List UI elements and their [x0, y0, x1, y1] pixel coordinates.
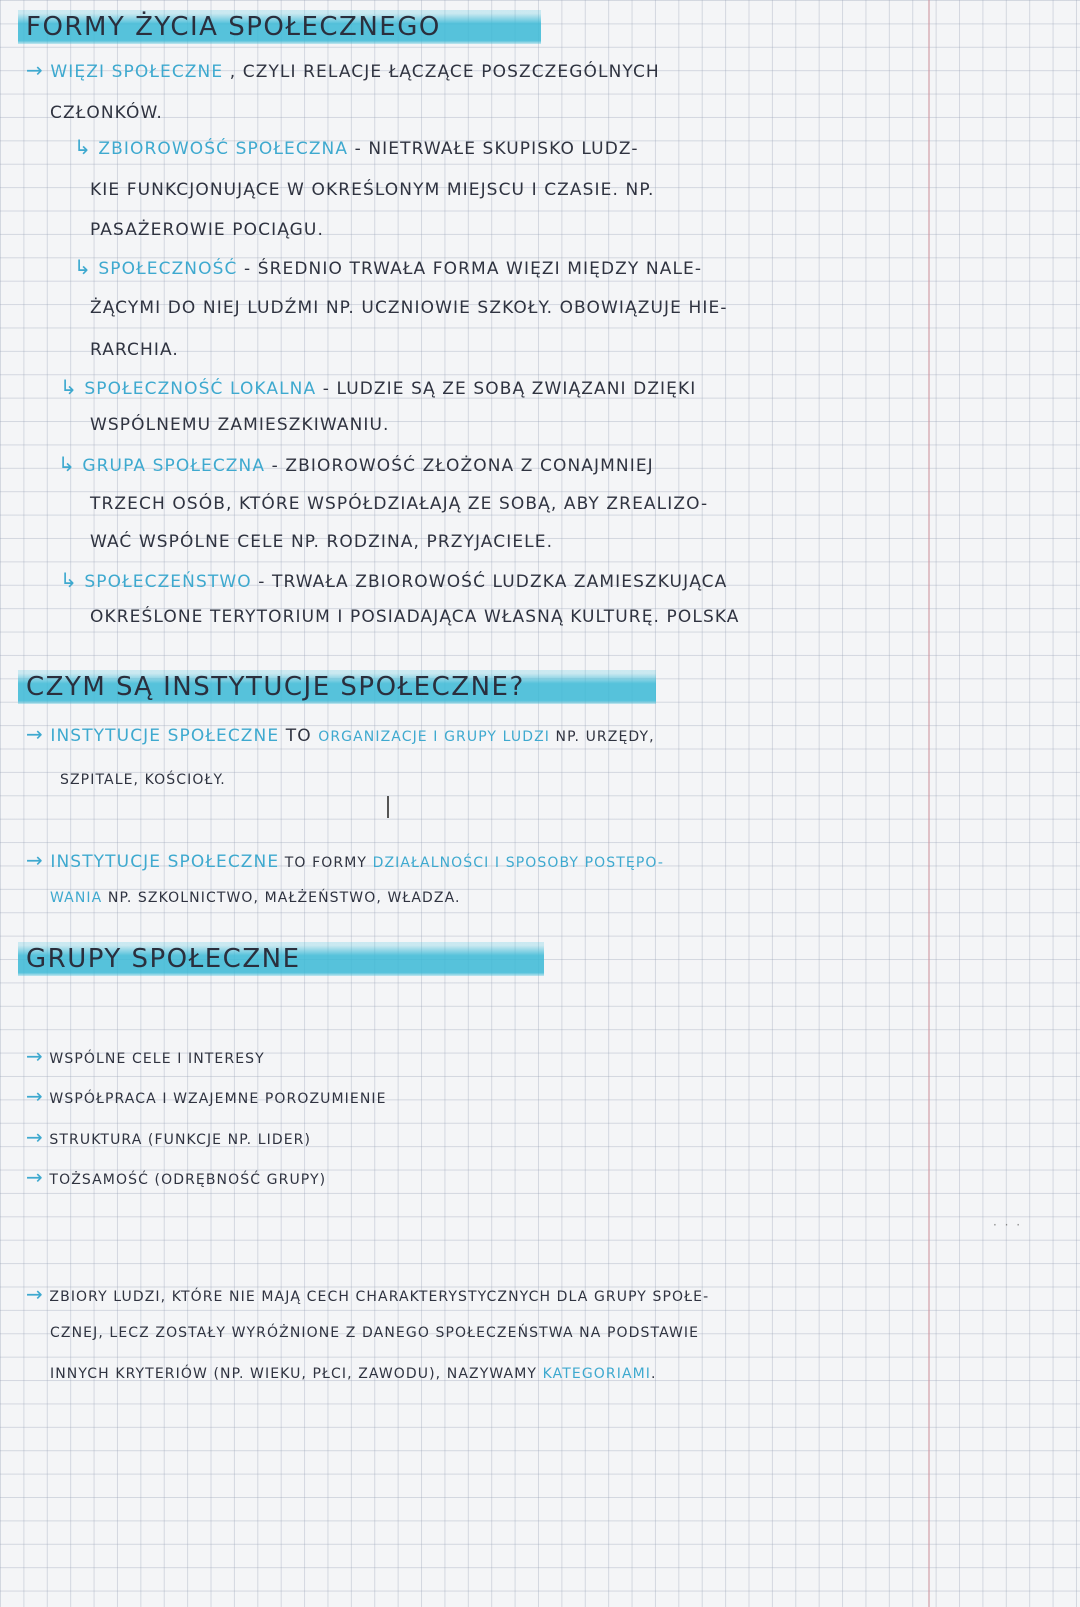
arrow-icon: → [26, 1165, 44, 1189]
definition: - NIETRWAŁE SKUPISKO LUDZ- [354, 139, 639, 159]
term-dzialalnosci: DZIAŁALNOŚCI I SPOSOBY POSTĘPO- [372, 855, 665, 871]
bullet-text: WSPÓŁPRACA I WZAJEMNE POROZUMIENIE [49, 1091, 387, 1107]
pen-dots: · · · [993, 1218, 1023, 1232]
note-end: . [651, 1366, 657, 1382]
instytucje-p1-cont: SZPITALE, KOŚCIOŁY. [60, 772, 226, 788]
term-instytucje: INSTYTUCJE SPOŁECZNE [50, 726, 280, 746]
examples-text: NP. URZĘDY, [550, 729, 655, 745]
sub-arrow-icon: ↳ [74, 135, 92, 159]
arrow-icon: → [26, 848, 44, 872]
section-title-grupy: GRUPY SPOŁECZNE [18, 942, 544, 976]
term-instytucje: INSTYTUCJE SPOŁECZNE [50, 852, 280, 872]
bullet-item [26, 1084, 387, 1108]
bullet-item [26, 1125, 311, 1149]
term-kategorie: KATEGORIAMI [542, 1366, 652, 1382]
instytucje-p1 [26, 722, 655, 746]
definition-cont: OKREŚLONE TERYTORIUM I POSIADAJĄCA WŁASNĄ KULTURĘ. POLSKA [90, 607, 740, 627]
sub-arrow-icon: ↳ [58, 452, 76, 476]
term: SPOŁECZNOŚĆ [98, 259, 238, 279]
definition-cont: ŻĄCYMI DO NIEJ LUDŹMI NP. UCZNIOWIE SZKOŁY. OBOWIĄZUJE HIE- [90, 298, 728, 318]
arrow-icon: → [26, 58, 44, 82]
pen-mark [387, 796, 389, 818]
instytucje-p2-cont [50, 890, 461, 906]
definition: - LUDZIE SĄ ZE SOBĄ ZWIĄZANI DZIĘKI [322, 379, 697, 399]
connector-text: TO [279, 726, 319, 746]
item-spolecznosc-lokalna [60, 375, 696, 399]
section-title-instytucje: CZYM SĄ INSTYTUCJE SPOŁECZNE? [18, 670, 656, 704]
definition-cont: WSPÓLNEMU ZAMIESZKIWANIU. [90, 415, 390, 435]
definition-cont: KIE FUNKCJONUJĄCE W OKREŚLONYM MIEJSCU I CZASIE. NP. [90, 180, 655, 200]
definition-cont: WAĆ WSPÓLNE CELE NP. RODZINA, PRZYJACIELE. [90, 532, 554, 552]
sub-arrow-icon: ↳ [74, 255, 92, 279]
sub-arrow-icon: ↳ [60, 568, 78, 592]
term: SPOŁECZNOŚĆ LOKALNA [84, 379, 317, 399]
definition-cont: PASAŻEROWIE POCIĄGU. [90, 220, 324, 240]
arrow-icon: → [26, 722, 44, 746]
arrow-icon: → [26, 1044, 44, 1068]
intro-line [26, 58, 660, 82]
instytucje-p2 [26, 848, 664, 872]
section-title-forms: FORMY ŻYCIA SPOŁECZNEGO [18, 10, 541, 44]
definition: - TRWAŁA ZBIOROWOŚĆ LUDZKA ZAMIESZKUJĄCA [258, 572, 728, 592]
examples-text: NP. SZKOLNICTWO, MAŁŻEŃSTWO, WŁADZA. [102, 890, 461, 906]
arrow-icon: → [26, 1084, 44, 1108]
item-zbiorowosc [74, 135, 639, 159]
item-spoleczenstwo [60, 568, 727, 592]
term: GRUPA SPOŁECZNA [82, 456, 266, 476]
bullet-text: WSPÓLNE CELE I INTERESY [49, 1051, 265, 1067]
term-wiezi: WIĘZI SPOŁECZNE [50, 62, 224, 82]
bullet-text: STRUKTURA (FUNKCJE NP. LIDER) [49, 1132, 312, 1148]
term: SPOŁECZEŃSTWO [84, 572, 252, 592]
note-text: INNYCH KRYTERIÓW (NP. WIEKU, PŁCI, ZAWODU), NAZYWAMY [50, 1366, 543, 1382]
kategorie-note [26, 1282, 709, 1306]
margin-line [928, 0, 930, 1607]
term-postepowania: WANIA [50, 890, 103, 906]
arrow-icon: → [26, 1282, 44, 1306]
arrow-icon: → [26, 1125, 44, 1149]
bullet-item [26, 1044, 265, 1068]
definition: - ŚREDNIO TRWAŁA FORMA WIĘZI MIĘDZY NALE- [243, 259, 703, 279]
term-organizacje: ORGANIZACJE I GRUPY LUDZI [318, 729, 550, 745]
note-cont [50, 1366, 657, 1382]
definition-cont: RARCHIA. [90, 340, 179, 360]
definition-cont: TRZECH OSÓB, KTÓRE WSPÓŁDZIAŁAJĄ ZE SOBĄ, ABY ZREALIZO- [90, 494, 709, 514]
bullet-item [26, 1165, 326, 1189]
item-spolecznosc [74, 255, 702, 279]
definition: - ZBIOROWOŚĆ ZŁOŻONA Z CONAJMNIEJ [271, 456, 654, 476]
note-cont: CZNEJ, LECZ ZOSTAŁY WYRÓŻNIONE Z DANEGO SPOŁECZEŃSTWA NA PODSTAWIE [50, 1325, 700, 1341]
intro-text: , CZYLI RELACJE ŁĄCZĄCE POSZCZEGÓLNYCH [229, 62, 660, 82]
intro-cont: CZŁONKÓW. [50, 103, 163, 123]
bullet-text: TOŻSAMOŚĆ (ODRĘBNOŚĆ GRUPY) [49, 1172, 327, 1188]
term: ZBIOROWOŚĆ SPOŁECZNA [98, 139, 349, 159]
sub-arrow-icon: ↳ [60, 375, 78, 399]
note-text: ZBIORY LUDZI, KTÓRE NIE MAJĄ CECH CHARAKTERYSTYCZNYCH DLA GRUPY SPOŁE- [49, 1289, 710, 1305]
connector-text: TO FORMY [279, 855, 373, 871]
item-grupa-spoleczna [58, 452, 654, 476]
